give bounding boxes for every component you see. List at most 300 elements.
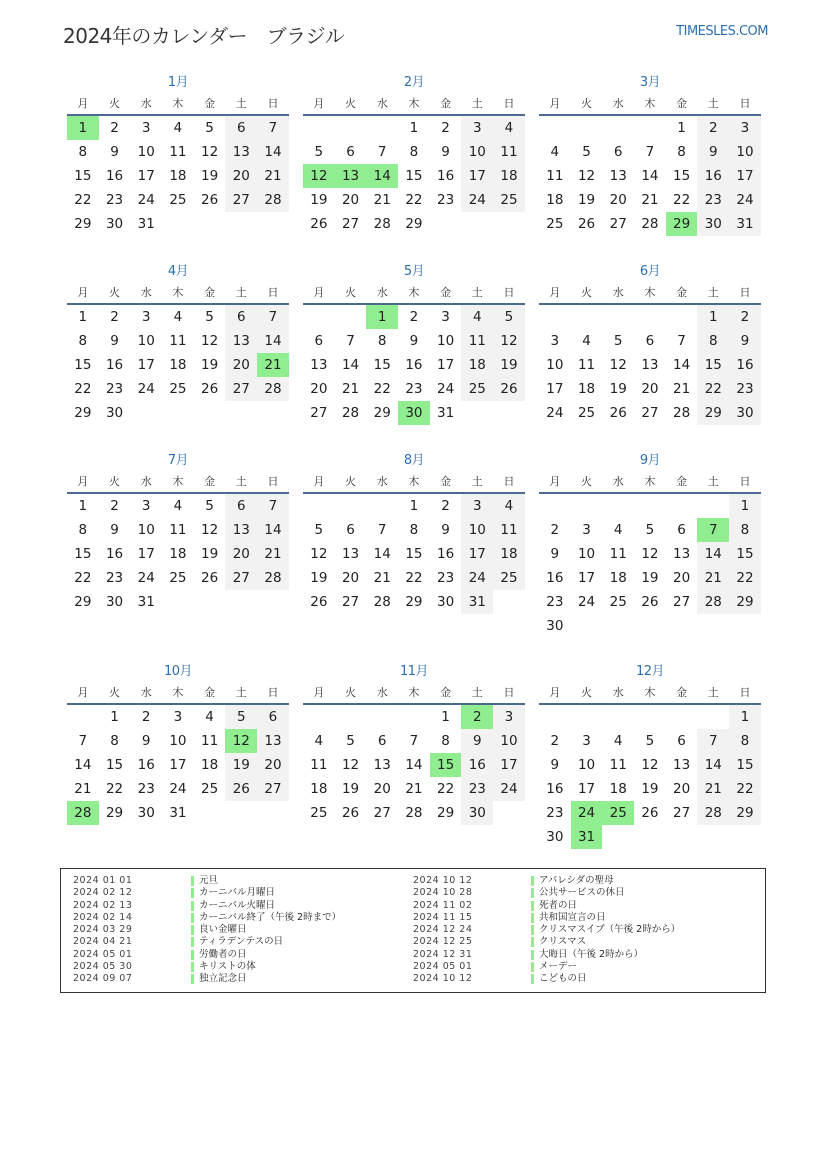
holiday-marker xyxy=(531,925,534,935)
day-cell: 21 xyxy=(373,570,391,586)
day-cell: 20 xyxy=(341,192,360,208)
day-cell: 13 xyxy=(341,546,360,562)
day-cell: 3 xyxy=(141,498,151,514)
empty-day-cell xyxy=(366,705,398,729)
weekday-label: 水 xyxy=(376,97,388,110)
weekday-header xyxy=(67,472,289,494)
day-cell: 5 xyxy=(645,733,655,749)
holiday-day-cell: 7 xyxy=(697,518,729,542)
day-cell: 6 xyxy=(677,733,686,749)
day-cell: 22 xyxy=(105,781,124,797)
empty-day-cell xyxy=(602,305,634,329)
day-cell: 4 xyxy=(613,522,623,538)
day-cell: 11 xyxy=(609,757,627,773)
day-cell: 1 xyxy=(110,709,119,725)
holiday-day-cell: 29 xyxy=(666,212,698,236)
day-cell: 12 xyxy=(641,546,659,562)
empty-day-cell xyxy=(634,494,666,518)
site-logo-text[interactable]: TIMESLES.COM xyxy=(676,24,768,39)
weekday-header xyxy=(539,683,761,705)
day-grid xyxy=(67,305,289,425)
day-cell: 3 xyxy=(141,309,151,325)
day-cell: 23 xyxy=(546,594,564,610)
day-cell: 28 xyxy=(697,801,729,825)
weekday-label: 土 xyxy=(471,475,483,488)
day-cell: 20 xyxy=(609,192,627,208)
day-cell: 26 xyxy=(201,570,219,586)
weekday-label: 火 xyxy=(109,475,121,488)
day-cell: 31 xyxy=(729,212,761,236)
day-cell: 28 xyxy=(257,566,289,590)
month-block xyxy=(67,261,289,425)
day-cell: 27 xyxy=(257,777,289,801)
empty-day-cell xyxy=(539,116,571,140)
day-cell: 24 xyxy=(169,781,187,797)
holiday-marker xyxy=(191,925,194,935)
weekday-label: 火 xyxy=(345,286,357,299)
day-cell: 6 xyxy=(314,333,324,349)
day-cell: 5 xyxy=(314,144,324,160)
day-cell: 22 xyxy=(673,192,691,208)
day-cell: 27 xyxy=(225,377,257,401)
weekday-label: 金 xyxy=(204,286,216,299)
day-cell: 23 xyxy=(729,377,761,401)
month-name: 3月 xyxy=(639,75,661,90)
day-cell: 9 xyxy=(461,729,493,753)
day-cell: 26 xyxy=(493,377,525,401)
weekday-label: 日 xyxy=(739,686,751,699)
month-name: 2月 xyxy=(403,75,425,90)
month-name: 5月 xyxy=(403,264,425,279)
day-cell: 20 xyxy=(673,570,691,586)
day-cell: 30 xyxy=(105,405,124,421)
day-cell: 15 xyxy=(673,168,691,184)
day-cell: 19 xyxy=(641,781,659,797)
day-cell: 10 xyxy=(137,144,155,160)
day-cell: 21 xyxy=(405,781,423,797)
holiday-name: アパレシダの聖母 xyxy=(539,875,614,886)
day-cell: 25 xyxy=(461,377,493,401)
day-cell: 15 xyxy=(729,542,761,566)
day-cell: 10 xyxy=(437,333,455,349)
day-cell: 21 xyxy=(373,192,391,208)
day-cell: 13 xyxy=(641,357,659,373)
weekday-header xyxy=(67,94,289,116)
weekday-label: 日 xyxy=(739,97,751,110)
day-cell: 11 xyxy=(493,140,525,164)
day-cell: 9 xyxy=(409,333,419,349)
weekday-label: 火 xyxy=(581,475,593,488)
empty-day-cell xyxy=(634,705,666,729)
empty-day-cell xyxy=(335,494,367,518)
day-cell: 30 xyxy=(546,829,564,845)
day-cell: 16 xyxy=(729,353,761,377)
day-cell: 31 xyxy=(137,216,155,232)
day-cell: 19 xyxy=(310,192,328,208)
holiday-name: カーニバル火曜日 xyxy=(199,899,276,911)
day-cell: 24 xyxy=(577,594,596,610)
holiday-day-cell: 31 xyxy=(571,825,603,849)
empty-day-cell xyxy=(335,705,367,729)
day-cell: 9 xyxy=(141,733,151,749)
holiday-day-cell: 12 xyxy=(225,729,257,753)
weekday-label: 土 xyxy=(471,97,483,110)
weekday-label: 月 xyxy=(549,97,561,110)
holiday-marker xyxy=(191,913,194,923)
holiday-marker xyxy=(191,901,194,911)
day-cell: 29 xyxy=(697,401,729,425)
day-cell: 31 xyxy=(137,594,155,610)
empty-day-cell xyxy=(602,705,634,729)
month-name: 7月 xyxy=(167,453,189,468)
day-cell: 2 xyxy=(729,305,761,329)
weekday-label: 日 xyxy=(267,475,279,488)
day-cell: 29 xyxy=(437,805,455,821)
empty-day-cell xyxy=(666,305,698,329)
day-cell: 21 xyxy=(641,192,659,208)
day-cell: 21 xyxy=(697,566,729,590)
holiday-name: 独立記念日 xyxy=(199,973,247,985)
day-cell: 12 xyxy=(310,546,328,562)
weekday-header xyxy=(539,94,761,116)
day-grid xyxy=(539,705,761,849)
holiday-day-cell: 25 xyxy=(602,801,634,825)
day-cell: 16 xyxy=(697,164,729,188)
day-cell: 19 xyxy=(201,357,219,373)
day-cell: 8 xyxy=(441,733,450,749)
weekday-label: 土 xyxy=(707,97,719,110)
day-grid xyxy=(303,705,525,825)
day-cell: 15 xyxy=(74,168,92,184)
day-cell: 28 xyxy=(697,590,729,614)
day-cell: 23 xyxy=(437,192,455,208)
day-cell: 6 xyxy=(225,116,257,140)
weekday-label: 木 xyxy=(644,686,656,699)
day-cell: 31 xyxy=(461,590,493,614)
holiday-name: 大晦日（午後 2時から） xyxy=(539,948,644,960)
day-cell: 13 xyxy=(373,757,391,773)
holiday-marker xyxy=(531,974,534,984)
day-cell: 3 xyxy=(441,309,450,325)
day-cell: 2 xyxy=(409,309,419,325)
day-cell: 26 xyxy=(225,777,257,801)
month-name: 12月 xyxy=(635,664,665,679)
holiday-name: クリスマス xyxy=(539,936,587,948)
weekday-label: 水 xyxy=(376,286,388,299)
day-cell: 5 xyxy=(225,705,257,729)
holiday-date: 2024 10 12 xyxy=(413,875,473,886)
day-cell: 11 xyxy=(169,144,187,160)
holiday-date: 2024 02 13 xyxy=(73,899,133,911)
weekday-label: 木 xyxy=(172,686,184,699)
day-cell: 11 xyxy=(546,168,564,184)
day-cell: 23 xyxy=(437,570,455,586)
day-cell: 9 xyxy=(729,329,761,353)
weekday-label: 月 xyxy=(549,475,561,488)
day-cell: 27 xyxy=(341,594,360,610)
day-cell: 29 xyxy=(74,216,92,232)
day-grid xyxy=(539,116,761,236)
day-cell: 23 xyxy=(461,777,493,801)
weekday-label: 月 xyxy=(549,286,561,299)
day-cell: 23 xyxy=(105,381,124,397)
day-cell: 25 xyxy=(201,781,219,797)
day-cell: 10 xyxy=(169,733,187,749)
empty-day-cell xyxy=(303,305,335,329)
month-name: 10月 xyxy=(163,664,193,679)
weekday-label: 日 xyxy=(739,475,751,488)
day-grid xyxy=(303,305,525,425)
day-cell: 27 xyxy=(341,216,360,232)
day-cell: 27 xyxy=(609,216,627,232)
empty-day-cell xyxy=(634,305,666,329)
weekday-label: 日 xyxy=(267,97,279,110)
day-cell: 28 xyxy=(641,216,659,232)
weekday-label: 木 xyxy=(172,286,184,299)
day-cell: 12 xyxy=(201,333,219,349)
weekday-label: 日 xyxy=(739,286,751,299)
weekday-label: 日 xyxy=(267,286,279,299)
day-cell: 20 xyxy=(641,381,659,397)
weekday-label: 水 xyxy=(140,475,152,488)
empty-day-cell xyxy=(571,116,603,140)
day-cell: 26 xyxy=(310,594,328,610)
day-cell: 29 xyxy=(74,405,92,421)
day-cell: 22 xyxy=(74,381,92,397)
weekday-label: 月 xyxy=(77,475,89,488)
day-cell: 4 xyxy=(613,733,623,749)
day-cell: 29 xyxy=(74,594,92,610)
day-cell: 17 xyxy=(437,357,455,373)
day-cell: 16 xyxy=(105,357,124,373)
month-name: 9月 xyxy=(639,453,661,468)
day-cell: 13 xyxy=(673,546,691,562)
weekday-label: 火 xyxy=(109,286,121,299)
holiday-name: キリストの体 xyxy=(199,961,256,973)
weekday-header xyxy=(303,283,525,305)
day-cell: 11 xyxy=(577,357,596,373)
month-block xyxy=(539,261,761,425)
month-name: 4月 xyxy=(167,264,189,279)
empty-day-cell xyxy=(571,705,603,729)
holiday-date: 2024 05 01 xyxy=(73,948,133,960)
day-cell: 5 xyxy=(205,309,214,325)
holiday-marker xyxy=(531,901,534,911)
day-cell: 10 xyxy=(137,522,155,538)
weekday-label: 水 xyxy=(612,475,624,488)
day-cell: 18 xyxy=(461,353,493,377)
day-cell: 7 xyxy=(677,333,686,349)
day-cell: 24 xyxy=(493,777,525,801)
empty-day-cell xyxy=(539,305,571,329)
day-cell: 14 xyxy=(373,546,391,562)
day-cell: 21 xyxy=(673,381,691,397)
day-cell: 3 xyxy=(582,522,591,538)
weekday-label: 土 xyxy=(235,286,247,299)
weekday-header xyxy=(303,683,525,705)
day-cell: 8 xyxy=(697,329,729,353)
weekday-header xyxy=(539,283,761,305)
weekday-label: 水 xyxy=(140,686,152,699)
day-cell: 7 xyxy=(257,116,289,140)
empty-day-cell xyxy=(666,705,698,729)
holiday-marker xyxy=(531,937,534,947)
day-cell: 24 xyxy=(137,381,155,397)
holiday-date: 2024 09 07 xyxy=(73,973,133,985)
day-cell: 14 xyxy=(74,757,92,773)
empty-day-cell xyxy=(303,116,335,140)
day-cell: 18 xyxy=(609,781,627,797)
page-title: 2024年のカレンダー ブラジル xyxy=(63,24,345,48)
day-cell: 27 xyxy=(673,805,691,821)
day-cell: 16 xyxy=(105,546,124,562)
day-cell: 12 xyxy=(609,357,627,373)
day-cell: 15 xyxy=(373,357,391,373)
weekday-label: 水 xyxy=(612,97,624,110)
day-cell: 5 xyxy=(582,144,591,160)
day-cell: 6 xyxy=(257,705,289,729)
day-cell: 10 xyxy=(493,729,525,753)
day-cell: 25 xyxy=(169,381,187,397)
day-cell: 7 xyxy=(257,494,289,518)
day-cell: 26 xyxy=(641,805,659,821)
holiday-date: 2024 05 30 xyxy=(73,961,133,973)
holiday-marker xyxy=(531,962,534,972)
day-cell: 13 xyxy=(609,168,627,184)
day-cell: 24 xyxy=(729,188,761,212)
weekday-label: 水 xyxy=(140,286,152,299)
holiday-day-cell: 13 xyxy=(335,164,367,188)
day-cell: 10 xyxy=(461,518,493,542)
holiday-name: 共和国宣言の日 xyxy=(539,911,606,923)
day-cell: 17 xyxy=(577,781,596,797)
day-cell: 30 xyxy=(697,212,729,236)
day-cell: 18 xyxy=(201,757,219,773)
holiday-name: こどもの日 xyxy=(539,973,587,985)
month-block xyxy=(303,72,525,236)
day-cell: 3 xyxy=(461,116,493,140)
day-cell: 11 xyxy=(461,329,493,353)
day-cell: 4 xyxy=(314,733,324,749)
day-cell: 16 xyxy=(105,168,124,184)
day-cell: 8 xyxy=(78,144,88,160)
day-cell: 5 xyxy=(346,733,355,749)
day-cell: 15 xyxy=(729,753,761,777)
weekday-label: 金 xyxy=(676,97,688,110)
day-grid xyxy=(303,116,525,236)
month-block xyxy=(67,450,289,614)
day-cell: 14 xyxy=(341,357,360,373)
day-cell: 23 xyxy=(105,192,124,208)
day-cell: 19 xyxy=(641,570,659,586)
empty-day-cell xyxy=(366,116,398,140)
day-cell: 25 xyxy=(493,566,525,590)
empty-day-cell xyxy=(634,116,666,140)
day-cell: 15 xyxy=(74,546,92,562)
day-cell: 4 xyxy=(493,494,525,518)
day-cell: 7 xyxy=(697,729,729,753)
weekday-label: 木 xyxy=(172,475,184,488)
day-cell: 28 xyxy=(257,377,289,401)
day-cell: 2 xyxy=(550,522,560,538)
day-cell: 6 xyxy=(225,494,257,518)
month-block xyxy=(539,661,761,849)
day-cell: 4 xyxy=(173,498,183,514)
day-cell: 1 xyxy=(677,120,686,136)
day-cell: 25 xyxy=(310,805,328,821)
day-cell: 17 xyxy=(461,164,493,188)
holiday-marker xyxy=(191,937,194,947)
day-cell: 8 xyxy=(377,333,387,349)
day-cell: 18 xyxy=(169,546,187,562)
day-cell: 3 xyxy=(550,333,560,349)
day-cell: 22 xyxy=(74,570,92,586)
day-cell: 8 xyxy=(729,729,761,753)
day-cell: 20 xyxy=(373,781,391,797)
holiday-date: 2024 03 29 xyxy=(73,924,133,936)
day-cell: 13 xyxy=(673,757,691,773)
day-cell: 30 xyxy=(437,594,455,610)
day-cell: 5 xyxy=(205,498,214,514)
weekday-label: 火 xyxy=(581,686,593,699)
holiday-date: 2024 04 21 xyxy=(73,936,133,948)
day-cell: 4 xyxy=(173,309,183,325)
day-cell: 5 xyxy=(205,120,214,136)
holiday-marker xyxy=(191,876,194,886)
day-cell: 19 xyxy=(341,781,360,797)
day-cell: 10 xyxy=(137,333,155,349)
day-cell: 15 xyxy=(105,757,124,773)
day-cell: 11 xyxy=(493,518,525,542)
day-grid xyxy=(67,494,289,614)
weekday-label: 土 xyxy=(235,97,247,110)
day-cell: 3 xyxy=(141,120,151,136)
day-cell: 4 xyxy=(461,305,493,329)
weekday-label: 日 xyxy=(503,686,515,699)
weekday-label: 火 xyxy=(109,97,121,110)
day-cell: 7 xyxy=(409,733,419,749)
day-cell: 26 xyxy=(609,405,627,421)
day-cell: 16 xyxy=(546,570,564,586)
weekday-label: 水 xyxy=(140,97,152,110)
day-cell: 1 xyxy=(697,305,729,329)
empty-day-cell xyxy=(335,116,367,140)
day-cell: 7 xyxy=(377,144,387,160)
day-cell: 25 xyxy=(169,570,187,586)
day-cell: 11 xyxy=(609,546,627,562)
weekday-label: 木 xyxy=(644,475,656,488)
day-grid xyxy=(303,494,525,614)
month-block xyxy=(67,661,289,825)
holiday-marker xyxy=(191,888,194,898)
weekday-label: 金 xyxy=(440,286,452,299)
day-cell: 18 xyxy=(577,381,596,397)
holiday-day-cell: 12 xyxy=(303,164,335,188)
weekday-label: 日 xyxy=(503,97,515,110)
month-name: 8月 xyxy=(403,453,425,468)
weekday-label: 土 xyxy=(471,286,483,299)
day-cell: 13 xyxy=(310,357,328,373)
empty-day-cell xyxy=(398,705,430,729)
day-cell: 24 xyxy=(137,192,155,208)
weekday-label: 金 xyxy=(440,475,452,488)
holiday-day-cell: 1 xyxy=(67,116,99,140)
weekday-label: 木 xyxy=(408,686,420,699)
weekday-label: 金 xyxy=(676,475,688,488)
day-cell: 19 xyxy=(310,570,328,586)
weekday-label: 木 xyxy=(172,97,184,110)
month-block xyxy=(67,72,289,236)
